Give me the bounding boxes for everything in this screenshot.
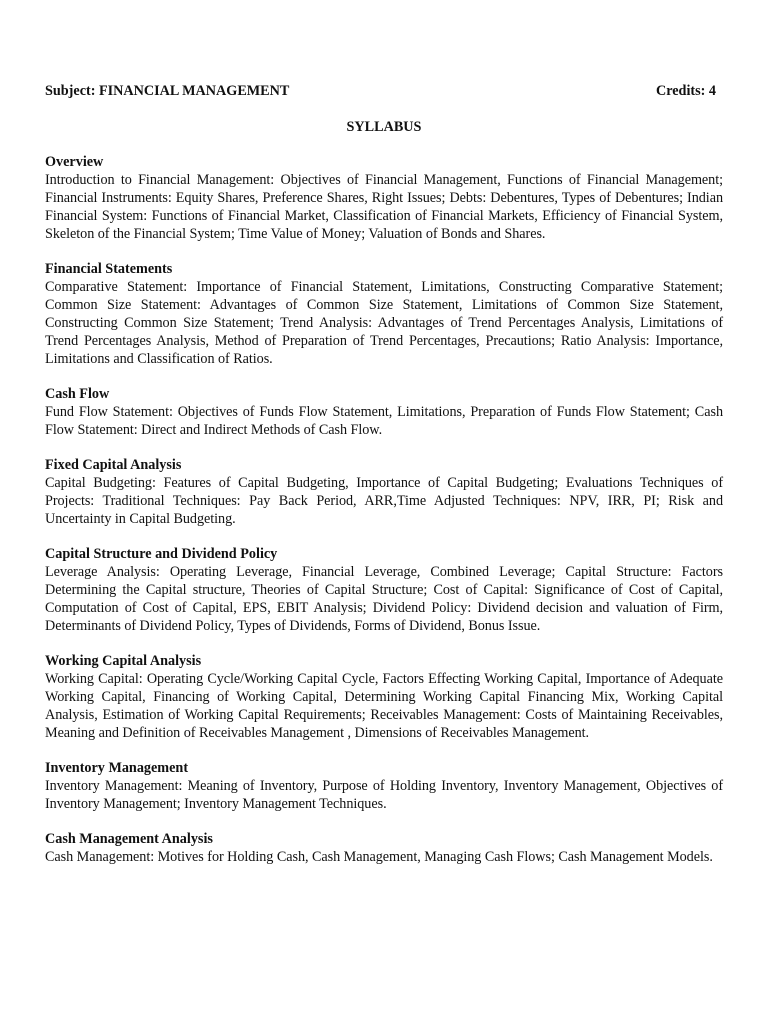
subject-title: Subject: FINANCIAL MANAGEMENT [45,83,290,99]
section-overview [45,153,723,243]
section-heading: Cash Management Analysis [45,831,213,847]
section-capital-structure [45,545,723,635]
subject-line [45,82,723,100]
section-fixed-capital-analysis [45,456,723,528]
section-inventory-management [45,759,723,813]
section-body: Introduction to Financial Management: Objectives of Financial Management, Functions of Financial Management; Financial Instruments: Equity Shares, Preference Shares, Right Issues; Debts: Debentures, Types of Debentures; Indian Financial System: Functions of Financial Market, Classification of Financial Markets, Efficiency of Financial System, Skeleton of the Financial System; Time Value of Money; Valuation of Bonds and Shares. [45,172,723,242]
page-title: SYLLABUS [346,119,422,135]
section-financial-statements [45,260,723,368]
section-heading: Inventory Management [45,760,189,776]
section-cash-flow [45,385,723,439]
section-working-capital-analysis [45,652,723,742]
section-body: Cash Management: Motives for Holding Cash, Cash Management, Managing Cash Flows; Cash Management Models. [45,849,713,865]
section-body: Working Capital: Operating Cycle/Working Capital Cycle, Factors Effecting Working Capital, Importance of Adequate Working Capital, Financing of Working Capital, Determining Working Capital Financing Mix, Working Capital Analysis, Estimation of Working Capital Requirements; Receivables Management: Costs of Maintaining Receivables, Meaning and Definition of Receivables Management , Dimensions of Receivables Management. [45,671,723,741]
section-heading: Financial Statements [45,261,173,277]
section-body: Leverage Analysis: Operating Leverage, Financial Leverage, Combined Leverage; Capital Structure: Factors Determining the Capital structure, Theories of Capital Structure; Cost of Capital: Significance of Cost of Capital, Computation of Cost of Capital, EPS, EBIT Analysis; Dividend Policy: Dividend decision and valuation of Firm, Determinants of Dividend Policy, Types of Dividends, Forms of Dividend, Bonus Issue. [45,564,723,634]
section-body: Comparative Statement: Importance of Financial Statement, Limitations, Constructing Comparative Statement; Common Size Statement: Advantages of Common Size Statement, Limitations of Common Size Statement, Constructing Common Size Statement; Trend Analysis: Advantages of Trend Percentages Analysis, Limitations of Trend Percentages Analysis, Method of Preparation of Trend Percentages, Precautions; Ratio Analysis: Importance, Limitations and Classification of Ratios. [45,279,723,367]
section-body: Fund Flow Statement: Objectives of Funds Flow Statement, Limitations, Preparation of Funds Flow Statement; Cash Flow Statement: Direct and Indirect Methods of Cash Flow. [45,404,723,438]
section-heading: Fixed Capital Analysis [45,457,182,473]
syllabus-page [45,82,723,866]
section-cash-management-analysis [45,830,723,866]
section-body: Inventory Management: Meaning of Inventory, Purpose of Holding Inventory, Inventory Management, Objectives of Inventory Management; Inventory Management Techniques. [45,778,723,812]
section-heading: Overview [45,154,104,170]
credits-label: Credits: 4 [655,83,716,99]
section-body: Capital Budgeting: Features of Capital Budgeting, Importance of Capital Budgeting; Evaluations Techniques of Projects: Traditional Techniques: Pay Back Period, ARR,Time Adjusted Techniques: NPV, IRR, PI; Risk and Uncertainty in Capital Budgeting. [45,475,723,527]
section-heading: Working Capital Analysis [45,653,202,669]
section-heading: Capital Structure and Dividend Policy [45,546,278,562]
section-heading: Cash Flow [45,386,110,402]
